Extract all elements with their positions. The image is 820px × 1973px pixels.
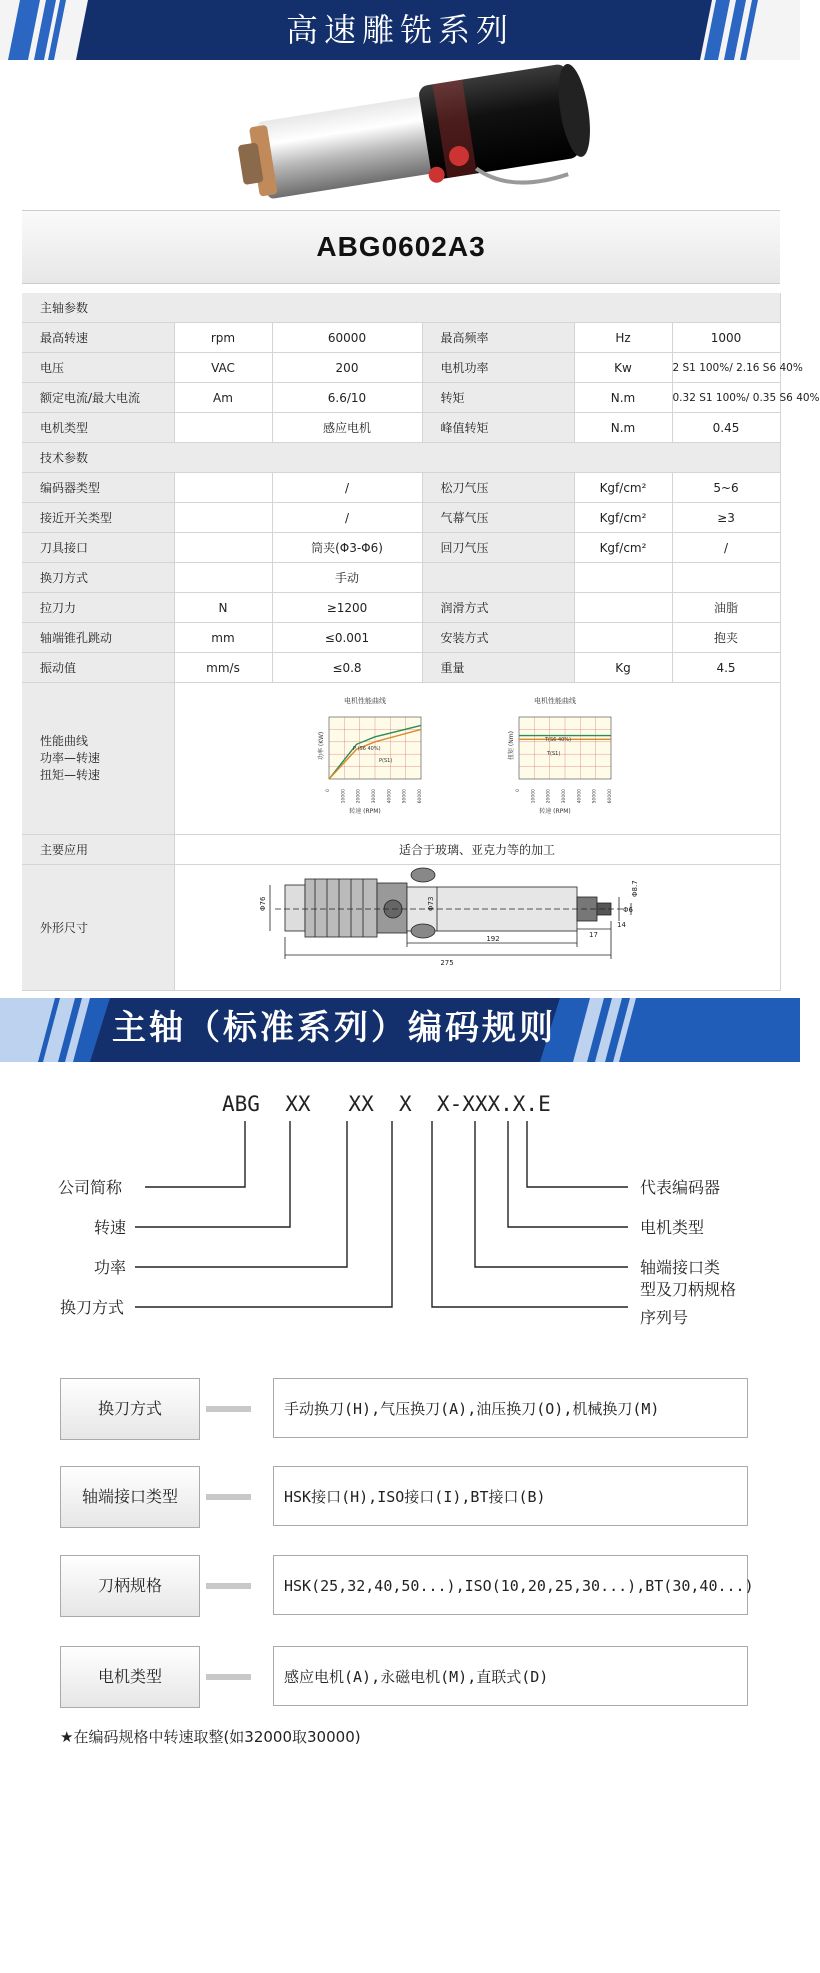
spec-key: 最高频率 xyxy=(422,323,574,353)
label-serial: 序列号 xyxy=(640,1308,689,1327)
option-row-tool-change xyxy=(60,1378,750,1440)
spec-unit: Kgf/cm² xyxy=(574,503,672,533)
table-row xyxy=(22,473,780,503)
power-grid xyxy=(325,717,423,803)
label-company: 公司简称 xyxy=(58,1178,123,1197)
x-tick-label: 0 xyxy=(516,789,522,792)
power-legend-s6: P (S6 40%) xyxy=(353,746,381,752)
spec-value: 6.6/10 xyxy=(272,383,422,413)
spec-unit: Kgf/cm² xyxy=(574,533,672,563)
perf-label-power: 功率—转速 xyxy=(40,751,101,765)
spec-value: 筒夹(Φ3-Φ6) xyxy=(272,533,422,563)
power-xlabel: 转速 (RPM) xyxy=(349,808,381,815)
banner2-title: 主轴（标准系列）编码规则 xyxy=(112,1008,556,1048)
spec-value: 4.5 xyxy=(672,653,780,683)
spec-key: 轴端锥孔跳动 xyxy=(22,623,174,653)
table-row xyxy=(22,323,780,353)
spec-key: 安装方式 xyxy=(422,623,574,653)
coding-rule-diagram xyxy=(0,1077,800,1357)
option-label: 换刀方式 xyxy=(60,1378,200,1440)
spec-key: 换刀方式 xyxy=(22,563,174,593)
spec-unit: Am xyxy=(174,383,272,413)
spec-value: ≥1200 xyxy=(272,593,422,623)
coding-rule-banner xyxy=(0,998,800,1062)
table-row xyxy=(22,443,780,473)
torque-grid xyxy=(515,717,613,803)
x-tick-label: 50000 xyxy=(592,789,598,804)
spec-key: 编码器类型 xyxy=(22,473,174,503)
label-power: 功率 xyxy=(94,1258,127,1277)
spec-unit xyxy=(174,533,272,563)
spec-key: 松刀气压 xyxy=(422,473,574,503)
spec-unit xyxy=(574,623,672,653)
table-row xyxy=(22,533,780,563)
spec-key: 气幕气压 xyxy=(422,503,574,533)
power-chart-title: 电机性能曲线 xyxy=(344,697,387,705)
spec-value: / xyxy=(672,533,780,563)
spec-value: ≤0.8 xyxy=(272,653,422,683)
spec-unit: Kgf/cm² xyxy=(574,473,672,503)
table-row xyxy=(22,383,780,413)
spec-value: 2 S1 100%/ 2.16 S6 40% xyxy=(672,353,780,383)
power-chart xyxy=(317,696,423,815)
spec-value: 1000 xyxy=(672,323,780,353)
spec-key: 重量 xyxy=(422,653,574,683)
perf-label-torque: 扭矩—转速 xyxy=(40,768,101,782)
dim-diameter-8-7: Φ8.7 xyxy=(631,880,640,897)
connector-dash xyxy=(206,1406,251,1412)
table-row xyxy=(22,593,780,623)
spindle-image xyxy=(0,60,800,208)
table-row xyxy=(22,413,780,443)
option-value: 感应电机(A),永磁电机(M),直联式(D) xyxy=(273,1646,748,1706)
spec-key: 电机类型 xyxy=(22,413,174,443)
spec-key: 电机功率 xyxy=(422,353,574,383)
x-tick-label: 40000 xyxy=(387,789,393,804)
x-tick-label: 10000 xyxy=(531,789,537,804)
x-tick-label: 10000 xyxy=(341,789,347,804)
torque-xlabel: 转速 (RPM) xyxy=(539,808,571,815)
label-tool-change: 换刀方式 xyxy=(60,1298,125,1317)
x-tick-label: 60000 xyxy=(418,789,424,804)
spec-value: ≥3 xyxy=(672,503,780,533)
x-tick-label: 0 xyxy=(326,789,332,792)
label-encoder: 代表编码器 xyxy=(640,1178,721,1197)
footnote: ★在编码规格中转速取整(如32000取30000) xyxy=(60,1728,361,1746)
option-value: HSK接口(H),ISO接口(I),BT接口(B) xyxy=(273,1466,748,1526)
code-pattern: ABG XX XX X X-XXX.X.E xyxy=(222,1092,551,1116)
table-row xyxy=(22,503,780,533)
table-row xyxy=(22,835,780,865)
spec-value: 手动 xyxy=(272,563,422,593)
option-value: 手动换刀(H),气压换刀(A),油压换刀(O),机械换刀(M) xyxy=(273,1378,748,1438)
spec-unit: mm xyxy=(174,623,272,653)
application-label: 主要应用 xyxy=(22,835,174,865)
option-label: 刀柄规格 xyxy=(60,1555,200,1617)
spec-unit xyxy=(174,413,272,443)
label-interface-type-1: 轴端接口类 xyxy=(640,1258,721,1277)
option-row-interface xyxy=(60,1466,750,1528)
spec-key: 振动值 xyxy=(22,653,174,683)
section-main-params: 主轴参数 xyxy=(22,293,780,323)
spec-key: 润滑方式 xyxy=(422,593,574,623)
performance-curves xyxy=(174,683,780,835)
connector-dash xyxy=(206,1583,251,1589)
spec-unit xyxy=(174,503,272,533)
spec-unit: VAC xyxy=(174,353,272,383)
x-tick-label: 20000 xyxy=(546,789,552,804)
dim-length-17: 17 xyxy=(589,931,598,939)
torque-chart-title: 电机性能曲线 xyxy=(534,697,577,705)
spec-value: 0.45 xyxy=(672,413,780,443)
spec-unit: Hz xyxy=(574,323,672,353)
spec-value: 油脂 xyxy=(672,593,780,623)
spec-value: / xyxy=(272,473,422,503)
torque-chart xyxy=(507,696,613,815)
table-row xyxy=(22,293,780,323)
application-value: 适合于玻璃、亚克力等的加工 xyxy=(174,835,780,865)
dim-length-192: 192 xyxy=(486,935,500,943)
performance-charts xyxy=(175,683,779,831)
option-label: 轴端接口类型 xyxy=(60,1466,200,1528)
option-row-motor xyxy=(60,1646,750,1708)
spec-key: 接近开关类型 xyxy=(22,503,174,533)
spec-unit xyxy=(574,593,672,623)
x-tick-label: 30000 xyxy=(562,789,568,804)
x-tick-label: 60000 xyxy=(608,789,614,804)
x-tick-label: 40000 xyxy=(577,789,583,804)
torque-legend-s6: T(S6 40%) xyxy=(545,737,572,743)
spec-key: 峰值转矩 xyxy=(422,413,574,443)
table-row xyxy=(22,865,780,991)
spec-key: 最高转速 xyxy=(22,323,174,353)
spindle-drawing xyxy=(175,865,779,987)
option-label: 电机类型 xyxy=(60,1646,200,1708)
spec-value: 感应电机 xyxy=(272,413,422,443)
spec-unit xyxy=(174,563,272,593)
spec-value: 5~6 xyxy=(672,473,780,503)
spec-key: 拉刀力 xyxy=(22,593,174,623)
spec-unit: mm/s xyxy=(174,653,272,683)
section-tech-params: 技术参数 xyxy=(22,443,780,473)
option-row-holder xyxy=(60,1555,754,1617)
x-tick-label: 30000 xyxy=(372,789,378,804)
spec-value: 抱夹 xyxy=(672,623,780,653)
x-tick-label: 20000 xyxy=(356,789,362,804)
dim-diameter-73: Φ73 xyxy=(427,896,436,911)
model-number: ABG0602A3 xyxy=(22,210,780,284)
option-value: HSK(25,32,40,50...),ISO(10,20,25,30...),BT(30,40...) xyxy=(273,1555,748,1615)
spec-value: 200 xyxy=(272,353,422,383)
spec-key xyxy=(422,563,574,593)
x-tick-label: 50000 xyxy=(402,789,408,804)
spec-unit: Kw xyxy=(574,353,672,383)
dim-diameter-76: Φ76 xyxy=(259,896,268,911)
table-row xyxy=(22,623,780,653)
table-row xyxy=(22,563,780,593)
banner-title: 高速雕铣系列 xyxy=(285,11,514,49)
spec-key: 额定电流/最大电流 xyxy=(22,383,174,413)
spec-key: 电压 xyxy=(22,353,174,383)
dim-length-275: 275 xyxy=(440,959,454,967)
spec-key: 转矩 xyxy=(422,383,574,413)
table-row xyxy=(22,683,780,835)
torque-ylabel: 扭矩 (Nm) xyxy=(508,731,516,760)
dimensions-label: 外形尺寸 xyxy=(22,865,174,991)
spec-key: 回刀气压 xyxy=(422,533,574,563)
spec-value: 60000 xyxy=(272,323,422,353)
series-banner xyxy=(0,0,800,60)
perf-label-title: 性能曲线 xyxy=(40,734,89,748)
spec-unit xyxy=(174,473,272,503)
spec-unit: N xyxy=(174,593,272,623)
spec-value: / xyxy=(272,503,422,533)
power-ylabel: 功率 (KW) xyxy=(318,731,326,760)
label-speed: 转速 xyxy=(94,1218,127,1237)
spec-key: 刀具接口 xyxy=(22,533,174,563)
spec-unit: N.m xyxy=(574,413,672,443)
dim-diameter-6: Φ6 xyxy=(623,906,633,914)
connector-dash xyxy=(206,1674,251,1680)
spec-table xyxy=(22,293,820,991)
dimensions-drawing xyxy=(174,865,780,991)
spec-value: ≤0.001 xyxy=(272,623,422,653)
spec-unit xyxy=(574,563,672,593)
label-interface-type-2: 型及刀柄规格 xyxy=(640,1280,737,1299)
table-row xyxy=(22,653,780,683)
spec-unit: rpm xyxy=(174,323,272,353)
table-row xyxy=(22,353,780,383)
spec-unit: N.m xyxy=(574,383,672,413)
label-motor-type: 电机类型 xyxy=(640,1218,705,1237)
connector-dash xyxy=(206,1494,251,1500)
torque-legend-s1: T(S1) xyxy=(547,751,561,757)
spec-value: 0.32 S1 100%/ 0.35 S6 40% xyxy=(672,383,780,413)
spec-value xyxy=(672,563,780,593)
performance-label xyxy=(22,683,174,835)
spec-unit: Kg xyxy=(574,653,672,683)
power-legend-s1: P(S1) xyxy=(379,758,393,764)
dim-length-14: 14 xyxy=(617,921,626,929)
